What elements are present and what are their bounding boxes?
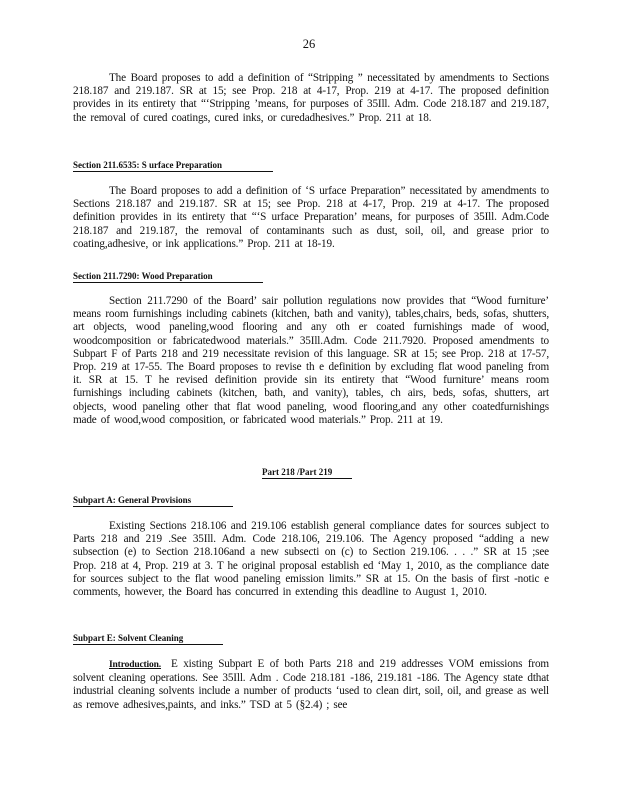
paragraph-introduction [73,658,549,712]
introduction-label: Introduction. [109,660,161,670]
paragraph-stripping-text: The Board proposes to add a definition of “Stripping ” necessitated by amendments to Sections 218.187 and 219.187. SR at 15; see Prop. 218 at 4-17, Prop. 219 at 4-17. The proposed definition provides in its entirety that “‘Stripping ’means, for purposes of 35Ill. Adm. Code 218.187 and 219.187, the removal of cured coatings, cured inks, or curedadhesives.” Prop. 211 at 18. [73,72,549,124]
paragraph-general-provisions-text: Existing Sections 218.106 and 219.106 establish general compliance dates for sources subject to Parts 218 and 219 .See 35Ill. Adm. Code 218.106, 219.106. The Agency proposed “adding a new subsection (e) to Section 218.106and a new subsecti on (c) to Section 219.106. . . .” SR at 15 ;see Prop. 218 at 4, Prop. 219 at 3. T he original proposal establish ed ‘May 1, 2010, as the compliance date for sources subject to the flat wood paneling emission limits.” SR at 15. On the basis of first -notic e comments, however, the Board has concurred in extending this deadline to August 1, 2010. [73,520,549,599]
paragraph-wood-furniture [73,295,549,427]
paragraph-surface-preparation [73,185,549,251]
heading-subpart-e: Subpart E: Solvent Cleaning [73,633,223,645]
paragraph-introduction-text: E xisting Subpart E of both Parts 218 and 219 addresses VOM emissions from solvent cleaning operations. See 35Ill. Adm . Code 218.181 -186, 219.181 -186. The Agency state dthat industrial cleaning solvents include a number of products ‘used to clean dirt, soil, oil, and grease as well as remove adhesives,paints, and inks.” TSD at 5 (§2.4) ; see [73,658,549,711]
paragraph-wood-furniture-text: Section 211.7290 of the Board’ sair pollution regulations now provides that “Wood furniture’ means room furnishings including cabinets (kitchen, bath and vanity), tables,chairs, beds, sofas, shutters, art objects, wood paneling,wood flooring and any oth er coated furnishings made of wood, woodcomposition or fabricatedwood materials.” 35Ill.Adm. Code 211.7920. Proposed amendments to Subpart F of Parts 218 and 219 necessitate revision of this language. SR at 15; see Prop. 218 at 17-57, Prop. 219 at 17-55. The Board proposes to revise th e definition by excluding flat wood paneling from it. SR at 15. T he revised definition provide sin its entirety that “Wood furniture’ means room furnishings including cabinets (kitchen, bath, and vanity), tables, ch airs, beds, sofas, shutters, art objects, wood paneling other that flat wood paneling, wood flooring,and any other coatedfurnishings made of wood,wood composition, or fabricated wood materials.” Prop. 211 at 19. [73,295,549,426]
paragraph-general-provisions [73,520,549,599]
heading-wood-furniture: Section 211.7290: Wood Preparation [73,271,263,283]
heading-surface-preparation: Section 211.6535: S urface Preparation [73,160,273,172]
heading-subpart-a: Subpart A: General Provisions [73,495,233,507]
page-number: 26 [302,37,316,51]
paragraph-stripping [73,72,549,125]
heading-part-218-219: Part 218 /Part 219 [262,467,352,479]
paragraph-surface-preparation-text: The Board proposes to add a definition of ‘S urface Preparation” necessitated by amendments to Sections 218.187 and 219.187. SR at 15; see Prop. 218 at 4-17, Prop. 219 at 4-17. The proposed definition provides in its entirety that “‘S urface Preparation’ means, for purposes of 35Ill. Adm.Code 218.187 and 219.187, the removal of contaminants such as dust, soil, oil, and grease prior to coating,adhesive, or ink applications.” Prop. 211 at 18-19. [73,185,549,250]
